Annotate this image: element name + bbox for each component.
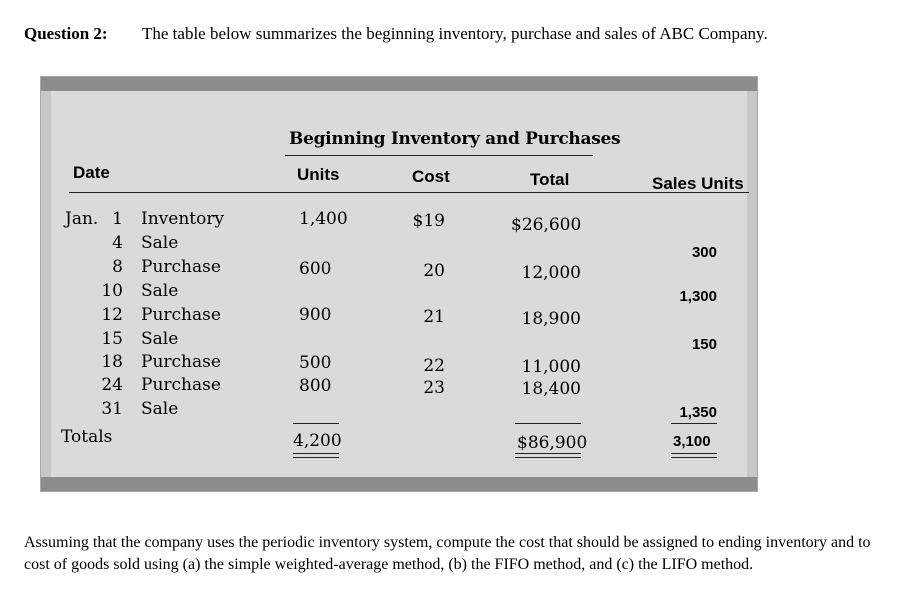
question-label: Question 2: xyxy=(24,24,108,43)
header-date: Date xyxy=(73,163,110,182)
row-sales-units: 1,350 xyxy=(679,404,717,421)
row-day: 10 xyxy=(101,281,123,301)
row-type: Sale xyxy=(141,281,179,301)
row-cost: $19 xyxy=(412,211,445,231)
row-day: 15 xyxy=(101,329,123,349)
row-total: 11,000 xyxy=(521,357,581,377)
units-total-double-rule xyxy=(293,453,339,458)
row-units: 600 xyxy=(299,259,332,279)
row-units: 1,400 xyxy=(299,209,348,229)
row-total: 12,000 xyxy=(521,263,581,283)
totals-total: $86,900 xyxy=(517,433,588,453)
inventory-table xyxy=(41,77,757,491)
sales-total-double-rule xyxy=(671,453,717,458)
header-units: Units xyxy=(297,165,340,184)
row-sales-units: 150 xyxy=(691,336,717,353)
question-text: The table below summarizes the beginning inventory, purchase and sales of ABC Company. xyxy=(142,24,768,43)
header-rule xyxy=(69,192,749,193)
row-type: Sale xyxy=(141,399,179,419)
row-day: 8 xyxy=(112,257,123,277)
group-title-rule xyxy=(285,155,593,156)
row-type: Purchase xyxy=(141,257,221,277)
row-type: Sale xyxy=(141,329,179,349)
row-day: 1 xyxy=(112,209,123,229)
row-day: 18 xyxy=(101,352,123,372)
row-cost: 21 xyxy=(423,307,445,327)
row-day: 4 xyxy=(112,233,123,253)
row-cost: 23 xyxy=(423,378,445,398)
row-day: 24 xyxy=(101,375,123,395)
totals-sales: 3,100 xyxy=(673,433,711,450)
totals-units: 4,200 xyxy=(293,431,342,451)
totals-label: Totals xyxy=(61,427,113,447)
group-title: Beginning Inventory and Purchases xyxy=(289,129,621,149)
total-total-double-rule xyxy=(515,453,581,458)
header-cost: Cost xyxy=(412,167,450,186)
total-sum-rule xyxy=(515,423,581,424)
row-cost: 20 xyxy=(423,261,445,281)
row-units: 900 xyxy=(299,305,332,325)
header-sales-units: Sales Units xyxy=(652,174,744,193)
row-units: 800 xyxy=(299,376,332,396)
row-total: 18,900 xyxy=(521,309,581,329)
row-type: Purchase xyxy=(141,305,221,325)
sales-sum-rule xyxy=(671,423,717,424)
row-type: Inventory xyxy=(141,209,225,229)
inventory-table-image xyxy=(40,76,758,492)
row-type: Purchase xyxy=(141,352,221,372)
row-sales-units: 300 xyxy=(691,244,717,261)
closing-question-text: Assuming that the company uses the periodic inventory system, compute the cost that should be assigned to ending inventory and to cost of goods sold using (a) the simple weighted-average method, (b) the FIFO method, and (c) the LIFO method. xyxy=(24,534,871,573)
row-sales-units: 1,300 xyxy=(679,288,717,305)
row-month: Jan. xyxy=(65,209,99,229)
row-day: 12 xyxy=(101,305,123,325)
row-day: 31 xyxy=(101,399,123,419)
row-type: Sale xyxy=(141,233,179,253)
row-total: $26,600 xyxy=(511,215,582,235)
row-type: Purchase xyxy=(141,375,221,395)
units-sum-rule xyxy=(293,423,339,424)
row-cost: 22 xyxy=(423,356,445,376)
row-total: 18,400 xyxy=(521,379,581,399)
header-total: Total xyxy=(530,170,570,189)
row-units: 500 xyxy=(299,353,332,373)
